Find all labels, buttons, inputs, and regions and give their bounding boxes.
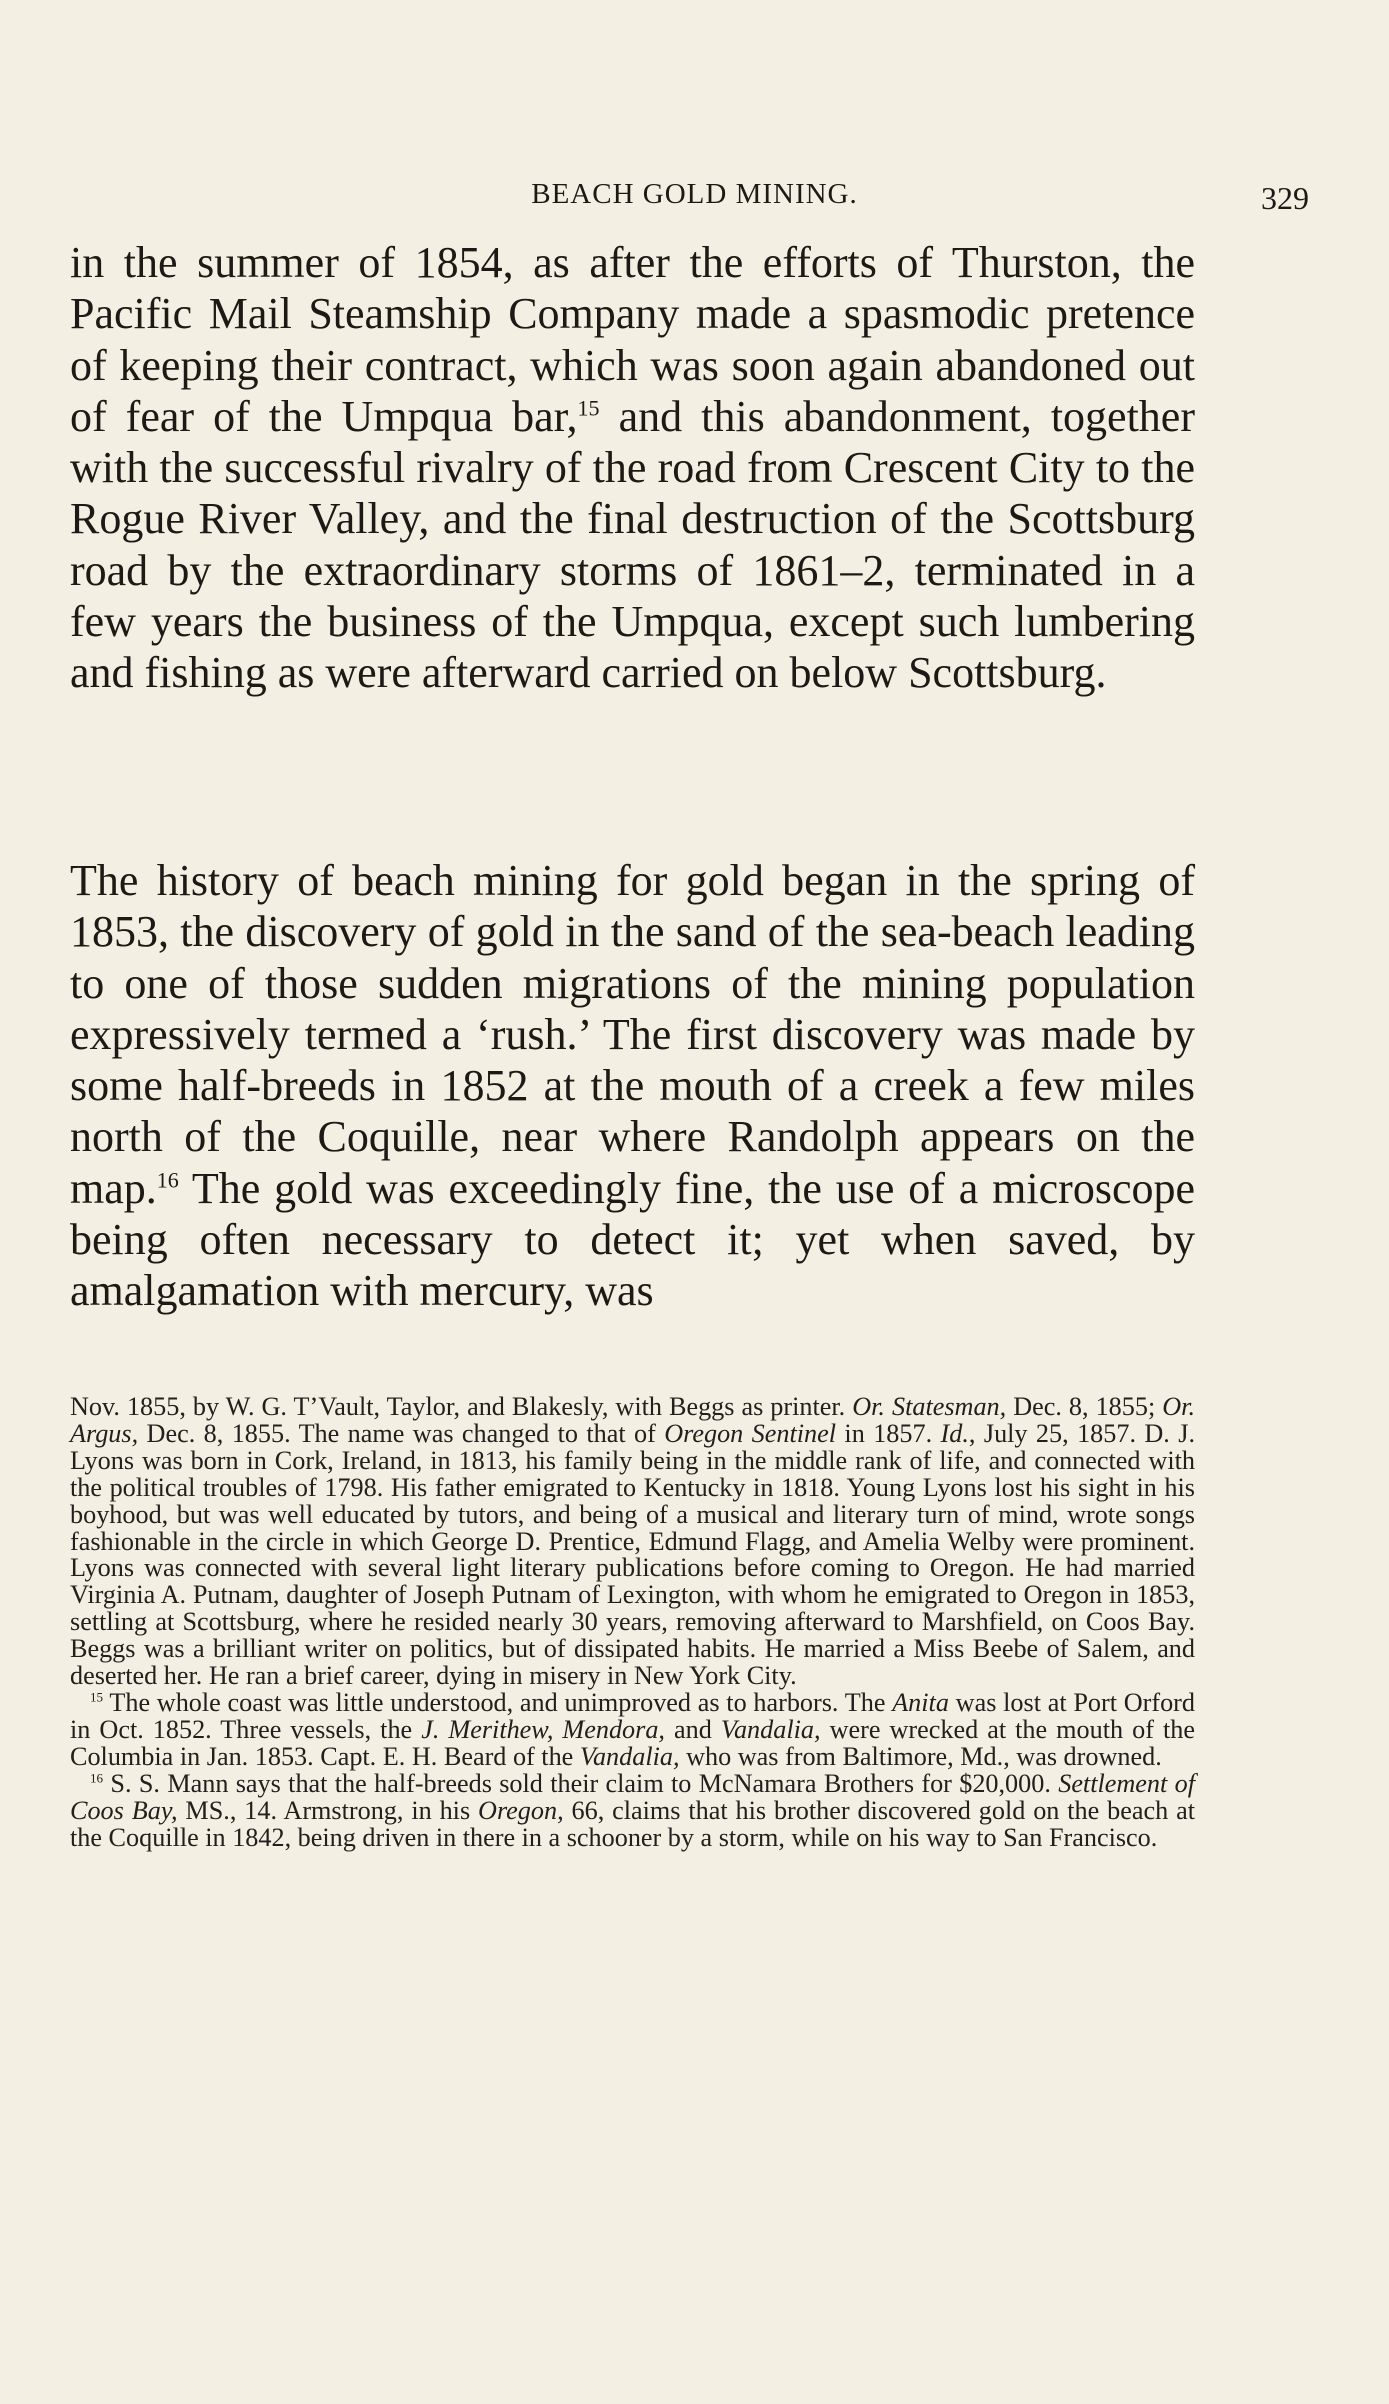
footnote-number: 16 (90, 1769, 104, 1785)
footnote-15: $^{15}$ The whole coast was little understood, and unimproved as to harbors. The Anita was lost at Port Orford in Oct. 1852. Three vessels, the J. Merithew, Mendora, and Vandalia, were wrecked at the mouth of the Columbia in Jan. 1853. Capt. E. H. Beard of the Vandalia, who was from Baltimore, Md., was drowned. (70, 1687, 1195, 1771)
page-number: 329 (1261, 180, 1309, 216)
footnote-ref-16: 16 (156, 1167, 179, 1193)
paragraph-text: The gold was exceedingly fine, the use of a microscope being often necessary to detect it; yet when saved, by amalgamation with mercury, was (70, 1163, 1195, 1316)
footnote-number: 15 (90, 1689, 104, 1705)
running-title: BEACH GOLD MINING. (531, 178, 858, 210)
footnotes (70, 1394, 1195, 1851)
paragraph-text: and this abandonment, together with the successful rivalry of the road from Crescent City to the Rogue River Valley, and the final destruction of the Scottsburg road by the extraordinary storms of 1861–2, terminated in a few years the business of the Umpqua, except such lumbering and fishing as were afterward carried on below Scottsburg. (70, 391, 1195, 698)
footnote-16: $^{16}$ S. S. Mann says that the half-breeds sold their claim to McNamara Brothers for $20,000. Settlement of Coos Bay, MS., 14. Armstrong, in his Oregon, 66, claims that his brother discovered gold on the beach at the Coquille in 1842, being driven in there in a schooner by a storm, while on his way to San Francisco. (70, 1768, 1195, 1852)
body-paragraph-1 (70, 237, 1195, 699)
footnote-continued: Nov. 1855, by W. G. T’Vault, Taylor, and Blakesly, with Beggs as printer. Or. Statesman, Dec. 8, 1855; Or. Argus, Dec. 8, 1855. The name was changed to that of Oregon Sentinel in 1857. Id., July 25, 1857. D. J. Lyons was born in Cork, Ireland, in 1813, his family being in the middle rank of life, and connected with the political troubles of 1798. His father emigrated to Kentucky in 1818. Young Lyons lost his sight in his boyhood, but was well educated by tutors, and being of a musical and literary turn of mind, wrote songs fashionable in the circle in which George D. Prentice, Edmund Flagg, and Amelia Welby were prominent. Lyons was connected with several light literary publications before coming to Oregon. He had married Virginia A. Putnam, daughter of Joseph Putnam of Lexington, with whom he emigrated to Oregon in 1853, settling at Scottsburg, where he resided nearly 30 years, removing afterward to Marshfield, on Coos Bay. Beggs was a brilliant writer on politics, but of dissipated habits. He married a Miss Beebe of Salem, and deserted her. He ran a brief career, dying in misery in New York City. (70, 1392, 1195, 1691)
paragraph-text: The history of beach mining for gold began in the spring of 1853, the discovery of gold in the sand of the sea-beach leading to one of those sudden migrations of the mining population expressively termed a ‘rush.’ The first discovery was made by some half-breeds in 1852 at the mouth of a creek a few miles north of the Coquille, near where Randolph appears on the map. (70, 856, 1195, 1213)
paragraph-text: in the summer of 1854, as after the efforts of Thurston, the Pacific Mail Steamship Company made a spasmodic pretence of keeping their contract, which was soon again abandoned out of fear of the Umpqua bar, (70, 238, 1195, 441)
body-paragraph-2 (70, 855, 1195, 1317)
footnote-ref-15: 15 (577, 395, 600, 421)
running-head (0, 178, 1389, 218)
